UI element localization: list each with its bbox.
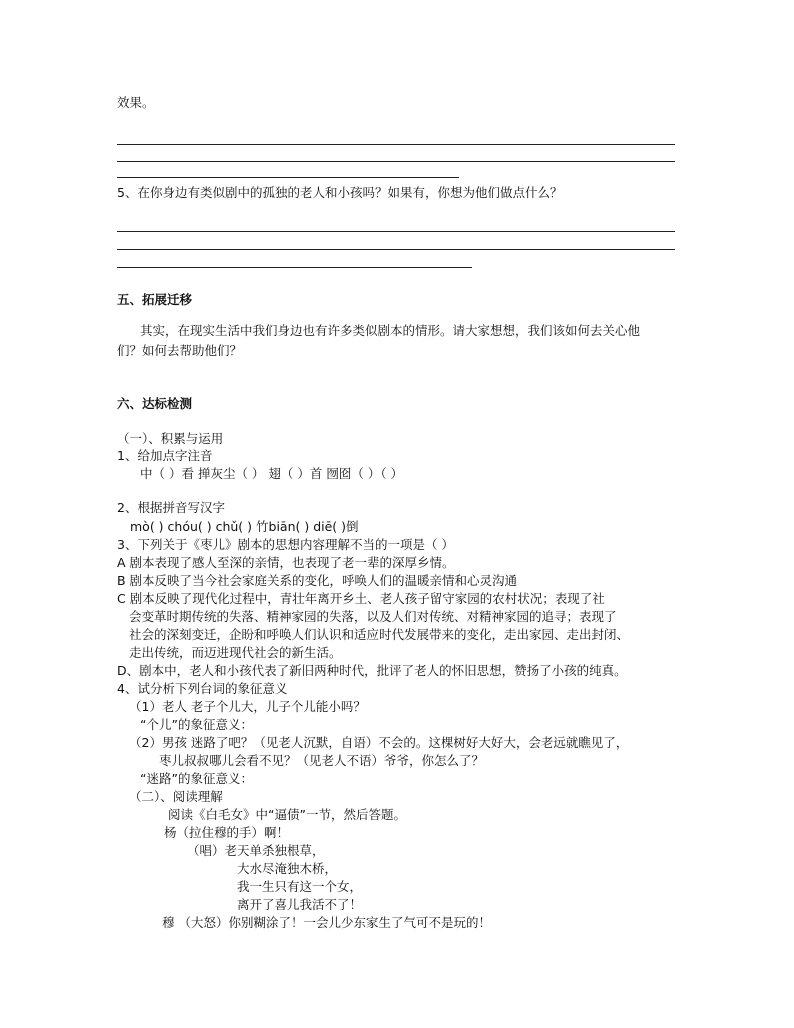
q3-title: 3、下列关于《枣儿》剧本的思想内容理解不当的一项是（ ） <box>117 537 454 552</box>
part1-title: （一）、积累与运用 <box>117 431 224 446</box>
q4-item1: （1）老人 老子个儿大，儿子个儿能小吗？ <box>129 699 366 714</box>
section-heading-6: 六、达标检测 <box>117 396 193 411</box>
verse-line-3: 离开了喜儿我活不了！ <box>237 897 363 912</box>
script-line-yang: 杨（拉住穆的手）啊！ <box>164 825 290 840</box>
top-line-text: 效果。 <box>117 95 155 110</box>
q3-option-a[interactable]: A 剧本表现了感人至深的亲情，也表现了老一辈的深厚乡情。 <box>117 555 455 570</box>
q4-item2-prompt[interactable]: “迷路”的象征意义： <box>140 771 253 786</box>
answer-line[interactable] <box>117 231 675 232</box>
q3-option-c-line2: 会变革时期传统的失落、精神家园的失落，以及人们对传统、对精神家园的追寻；表现了 <box>129 609 617 624</box>
verse-line-2: 我一生只有这一个女， <box>237 879 363 894</box>
q2-title: 2、根据拼音写汉字 <box>117 500 225 515</box>
q1-blanks[interactable]: 中（ ）看 掸灰尘（ ） 翅（ ）首 囫囵（ ）（ ） <box>140 466 404 481</box>
answer-line[interactable] <box>117 177 459 178</box>
q3-option-c-line3: 社会的深刻变迁，企盼和呼唤人们认识和适应时代发展带来的变化，走出家园、走出封闭、 <box>129 627 630 642</box>
q4-item1-prompt[interactable]: “个儿”的象征意义： <box>140 717 253 732</box>
section-heading-5: 五、拓展迁移 <box>117 292 193 307</box>
q4-title: 4、试分析下列台词的象征意义 <box>117 681 288 696</box>
section5-paragraph-line2: 们？如何去帮助他们？ <box>117 343 243 358</box>
q2-blanks[interactable]: mò( ) chóu( ) chǔ( ) 竹biān( ) diē( )倒 <box>130 519 359 534</box>
script-line-mu: 穆 （大怒）你别糊涂了！一会儿少东家生了气可不是玩的！ <box>162 915 491 930</box>
q1-title: 1、给加点字注音 <box>117 448 213 463</box>
answer-line[interactable] <box>117 144 675 145</box>
answer-line[interactable] <box>117 161 675 162</box>
question-5: 5、在你身边有类似剧中的孤独的老人和小孩吗？如果有，你想为他们做点什么？ <box>117 185 563 200</box>
reading-intro: 阅读《白毛女》中“逼债”一节，然后答题。 <box>168 807 406 822</box>
script-line-sing: （唱）老天单杀独根草， <box>187 843 325 858</box>
section5-paragraph-line1: 其实，在现实生活中我们身边也有许多类似剧本的情形。请大家想想，我们该如何去关心他 <box>140 323 641 338</box>
part2-title: （二）、阅读理解 <box>129 789 223 804</box>
q3-option-c-line1[interactable]: C 剧本反映了现代化过程中，青壮年离开乡土、老人孩子留守家园的农村状况；表现了社 <box>117 591 605 606</box>
q4-item2: （2）男孩 迷路了吧？（见老人沉默，自语）不会的。这棵树好大好大，会老远就瞧见了， <box>129 735 629 750</box>
answer-line[interactable] <box>117 267 472 268</box>
verse-line-1: 大水尽淹独木桥， <box>237 861 338 876</box>
q3-option-b[interactable]: B 剧本反映了当今社会家庭关系的变化，呼唤人们的温暖亲情和心灵沟通 <box>117 573 518 588</box>
q3-option-c-line4: 走出传统，而迈进现代社会的新生活。 <box>129 645 342 660</box>
answer-line[interactable] <box>117 249 675 250</box>
q3-option-d[interactable]: D、剧本中，老人和小孩代表了新旧两种时代，批评了老人的怀旧思想，赞扬了小孩的纯真。 <box>117 663 627 678</box>
q4-item2-continued: 枣儿叔叔哪儿会看不见？（见老人不语）爷爷，你怎么了？ <box>159 753 485 768</box>
